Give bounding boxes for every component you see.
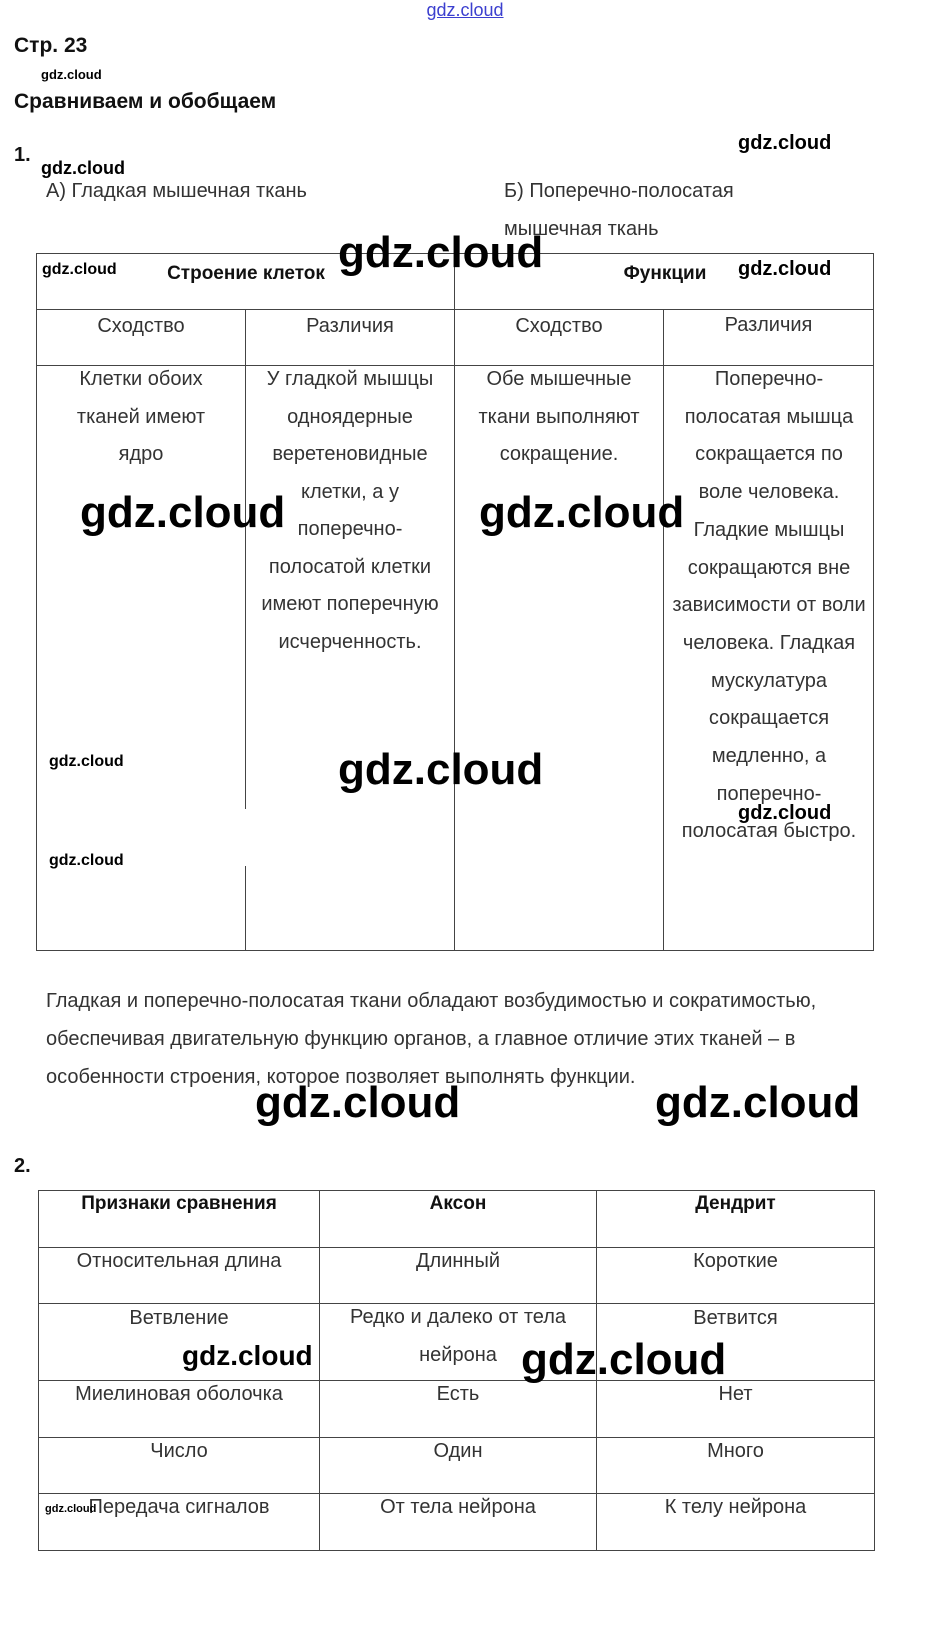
watermark: gdz.cloud bbox=[49, 852, 124, 869]
table2-cell: Есть bbox=[436, 1383, 480, 1405]
table2-cell: Миелиновая оболочка bbox=[75, 1383, 283, 1405]
watermark: gdz.cloud bbox=[738, 132, 832, 154]
table-line bbox=[874, 1190, 875, 1551]
watermark: gdz.cloud bbox=[182, 1340, 313, 1371]
table2-cell: Короткие bbox=[693, 1250, 778, 1272]
table2-cell: Один bbox=[433, 1440, 483, 1462]
table2-cell: К телу нейрона bbox=[664, 1496, 807, 1518]
table1-group-header: Строение клеток bbox=[167, 263, 325, 284]
table1-cell: У гладкой мышцы одноядерные веретеновидные клетки, а у поперечно-полосатой клетки имеют поперечную исчерченность. bbox=[261, 368, 439, 653]
table1-cell: Поперечно-полосатая мышца сокращается по воле человека. Гладкие мышцы сокращаются вне зависимости от воли человека. Гладкая мускулатура сокращается медленно, а поперечно-полосатая быстро. bbox=[672, 368, 866, 843]
table2-cell: Длинный bbox=[415, 1250, 501, 1272]
table-line bbox=[873, 253, 874, 951]
task1-number: 1. bbox=[14, 144, 31, 166]
table2-header: Аксон bbox=[429, 1193, 487, 1214]
table2-cell: Редко и далеко от тела нейрона bbox=[349, 1306, 567, 1366]
table-line bbox=[38, 1550, 875, 1551]
table2-cell: От тела нейрона bbox=[380, 1496, 536, 1518]
watermark: gdz.cloud bbox=[42, 261, 117, 278]
watermark: gdz.cloud bbox=[655, 1078, 861, 1127]
page-label: Стр. 23 bbox=[14, 34, 88, 57]
table1-cell: Клетки обоих тканей имеют ядро bbox=[76, 368, 206, 465]
table2-header: Дендрит bbox=[695, 1193, 776, 1214]
table2-cell: Число bbox=[150, 1440, 208, 1462]
table-line bbox=[36, 950, 874, 951]
task1-conclusion: Гладкая и поперечно-полосатая ткани обладают возбудимостью и сократимостью, обеспечивая двигательную функцию органов, а главное отличие этих тканей – в особенности строения, которое позволяет выполнять функции. bbox=[46, 990, 817, 1088]
table1-sub-header: Различия bbox=[724, 314, 813, 336]
task1-option-a: А) Гладкая мышечная ткань bbox=[46, 180, 307, 202]
table1-cell: Обе мышечные ткани выполняют сокращение. bbox=[478, 368, 640, 465]
watermark: gdz.cloud bbox=[479, 488, 685, 537]
table2-cell: Относительная длина bbox=[76, 1250, 282, 1272]
watermark: gdz.cloud bbox=[255, 1078, 461, 1127]
watermark: gdz.cloud bbox=[738, 258, 832, 280]
watermark: gdz.cloud bbox=[41, 67, 102, 82]
watermark: gdz.cloud bbox=[49, 753, 124, 770]
table-line bbox=[245, 866, 246, 951]
watermark: gdz.cloud bbox=[80, 488, 286, 537]
task1-option-b-line1: Б) Поперечно-полосатая bbox=[504, 180, 734, 202]
table1-sub-header: Сходство bbox=[97, 315, 185, 337]
table2-cell: Ветвление bbox=[129, 1307, 229, 1329]
table-line bbox=[245, 309, 246, 809]
watermark: gdz.cloud bbox=[41, 158, 125, 178]
watermark: gdz.cloud bbox=[738, 802, 832, 824]
watermark: gdz.cloud bbox=[521, 1335, 727, 1384]
table2-cell: Много bbox=[707, 1440, 764, 1462]
table2-cell: Нет bbox=[718, 1383, 753, 1405]
table-line bbox=[663, 309, 664, 951]
task2-number: 2. bbox=[14, 1155, 31, 1177]
watermark: gdz.cloud bbox=[338, 228, 544, 277]
table2-header: Признаки сравнения bbox=[81, 1193, 277, 1214]
table2-cell: Ветвится bbox=[693, 1307, 778, 1329]
task1-option-b-line2: мышечная ткань bbox=[504, 218, 659, 240]
table1-sub-header: Сходство bbox=[515, 315, 603, 337]
header-site-link[interactable]: gdz.cloud bbox=[426, 0, 504, 20]
table1-group-header: Функции bbox=[623, 263, 707, 284]
watermark: gdz.cloud bbox=[45, 1503, 97, 1515]
table2-cell: Передача сигналов bbox=[88, 1496, 270, 1518]
section-title: Сравниваем и обобщаем bbox=[14, 90, 277, 113]
table1-sub-header: Различия bbox=[306, 315, 394, 337]
watermark: gdz.cloud bbox=[338, 745, 544, 794]
